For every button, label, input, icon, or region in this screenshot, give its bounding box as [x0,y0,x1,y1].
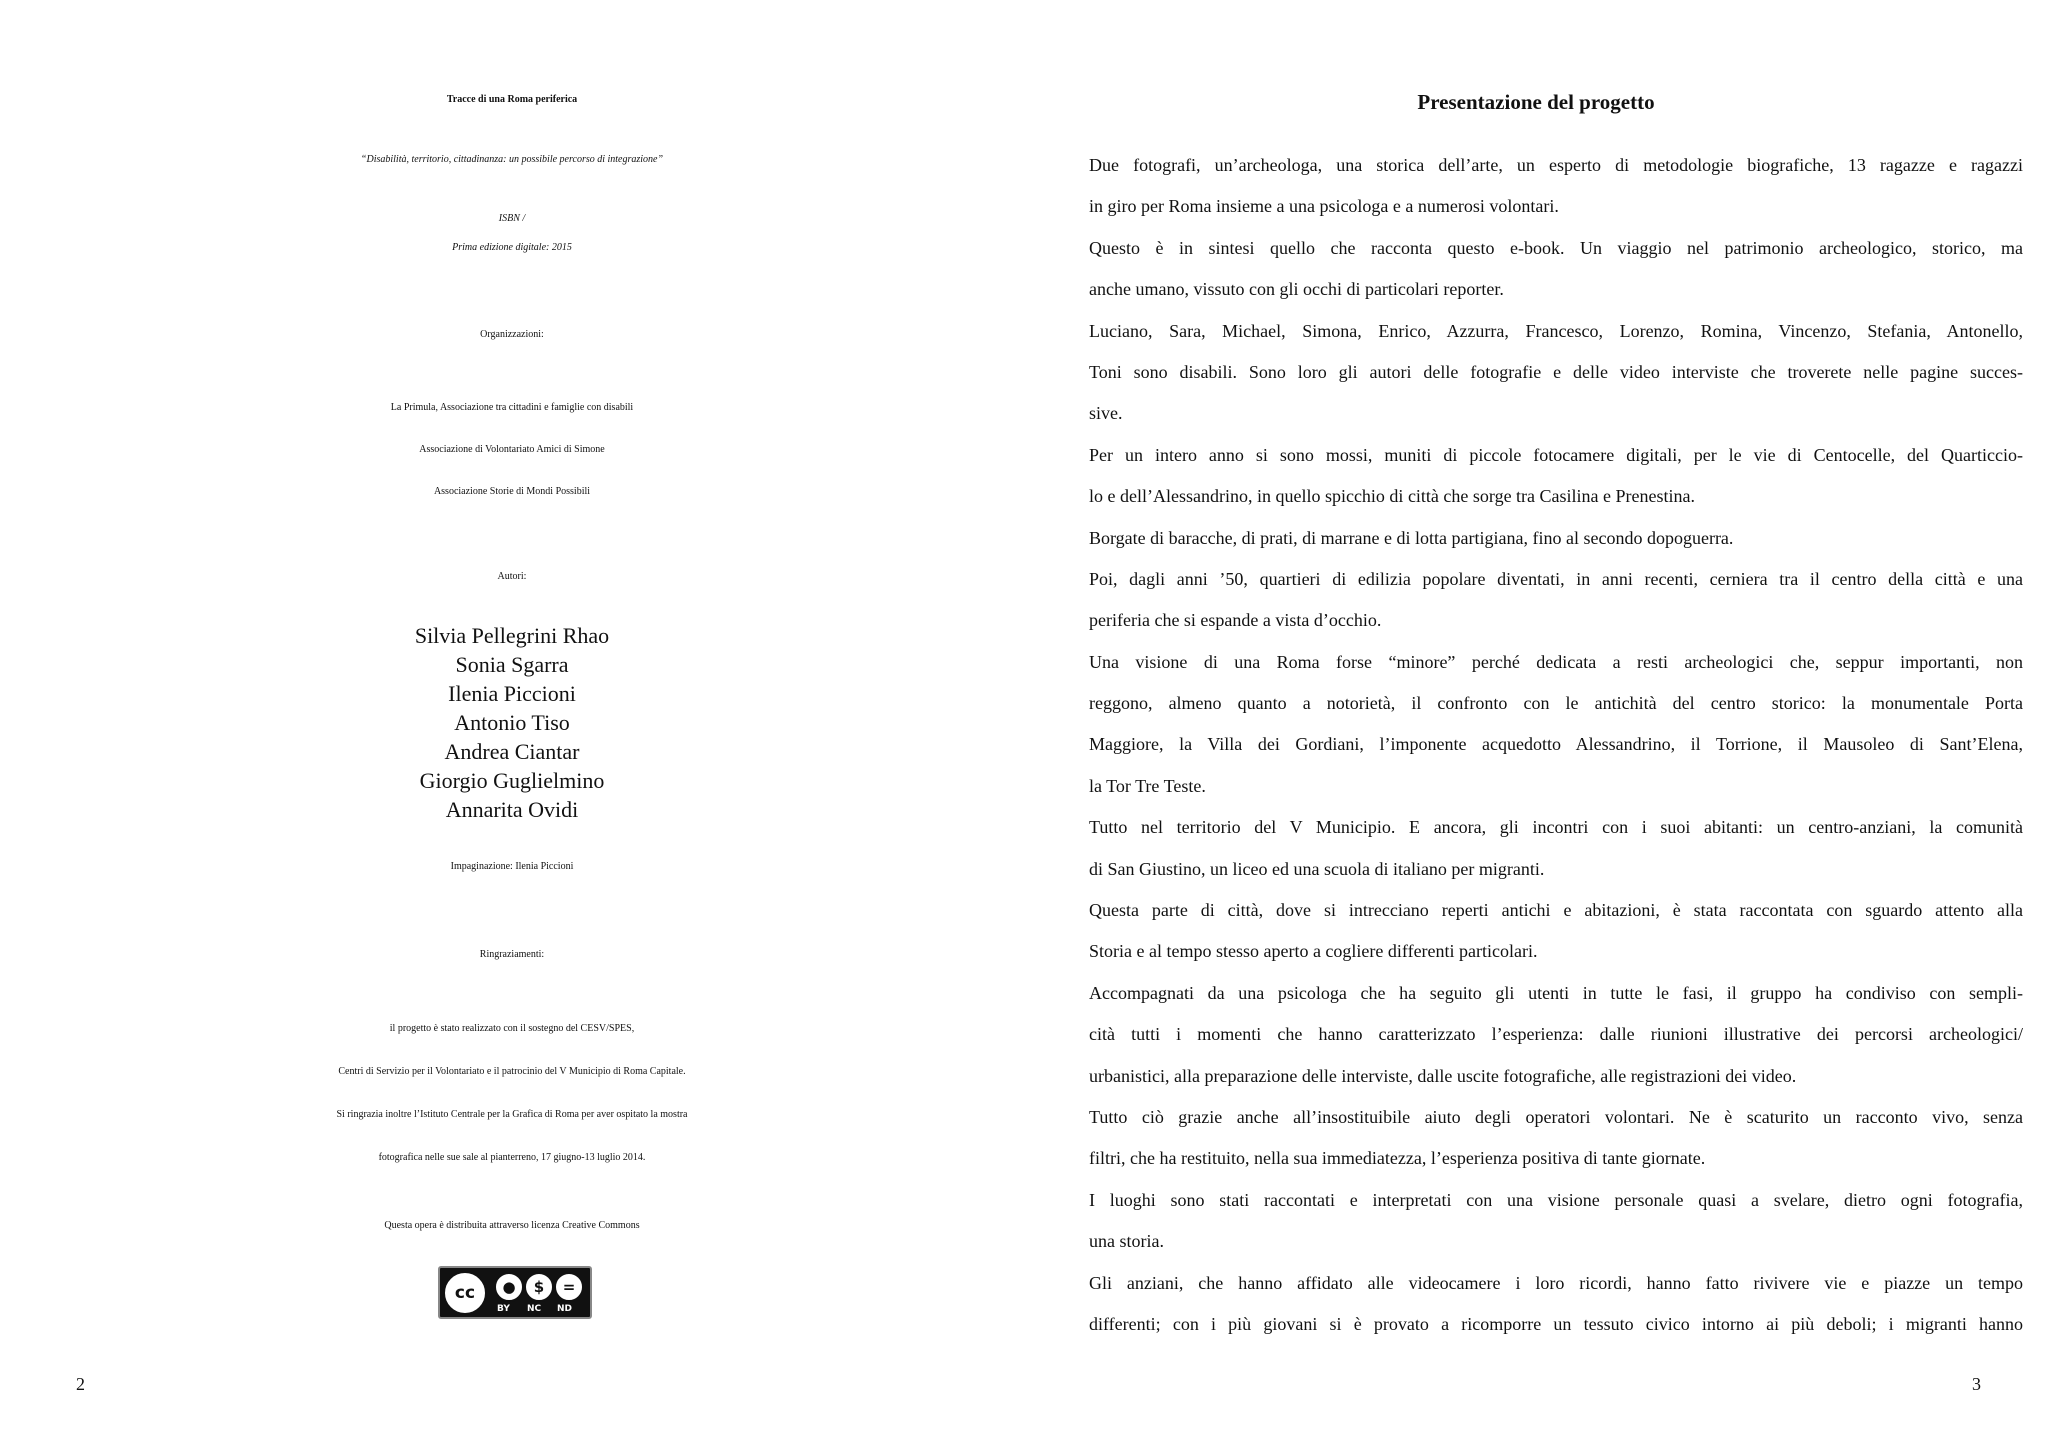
text-line: periferia che si espande a vista d’occhio. [1089,610,1382,631]
text-line: filtri, che ha restituito, nella sua immediatezza, l’esperienza positiva di tante giornate. [1089,1148,1706,1169]
thanks-text [0,1007,1024,1179]
text-line: Accompagnati da una psicologa che ha seguito gli utenti in tutte le fasi, il gruppo ha condiviso con sempli- [1089,982,2023,1003]
cc-icon: cc [443,1271,487,1315]
text-line: Tutto ciò grazie anche all’insostituibile aiuto degli operatori volontari. Ne è scaturito un racconto vivo, senza [1089,1106,2023,1127]
organization-item: La Primula, Associazione tra cittadini e famiglie con disabili [390,402,634,413]
organizations-list [0,387,1024,513]
edition-line: Prima edizione digitale: 2015 [452,242,572,253]
text-line: Maggiore, la Villa dei Gordiani, l’imponente acquedotto Alessandrino, il Torrione, il Mausoleo di Sant’Elena, [1089,734,2023,755]
page-number: 2 [76,1374,85,1394]
thanks-line: il progetto è stato realizzato con il sostegno del CESV/SPES, [389,1023,635,1034]
text-line: I luoghi sono stati raccontati e interpretati con una visione personale quasi a svelare, dietro ogni fotografia, [1089,1189,2023,1210]
person-icon: ● [494,1272,524,1302]
author-item: Antonio Tiso [454,710,570,735]
section-title: Presentazione del progetto [1417,90,1655,114]
text-line: cità tutti i momenti che hanno caratterizzato l’esperienza: dalle riunioni illustrative dei percorsi archeologici/ [1089,1024,2023,1045]
layout-credit: Impaginazione: Ilenia Piccioni [450,861,574,872]
text-line: lo e dell’Alessandrino, in quello spicchio di città che sorge tra Casilina e Prenestina. [1089,486,1696,507]
text-line: Per un intero anno si sono mossi, muniti di piccole fotocamere digitali, per le vie di Centocelle, del Quarticcio- [1089,444,2023,465]
thanks-line: Si ringrazia inoltre l’Istituto Centrale per la Grafica di Roma per aver ospitato la mostra [336,1109,688,1120]
text-line: la Tor Tre Teste. [1089,775,1206,796]
non-commercial-icon: $ [524,1272,554,1302]
book-subtitle: “Disabilità, territorio, cittadinanza: un possibile percorso di integrazione” [360,154,664,165]
text-line: Storia e al tempo stesso aperto a cogliere differenti particolari. [1089,941,1538,962]
text-line: Tutto nel territorio del V Municipio. E ancora, gli incontri con i suoi abitanti: un centro-anziani, la comunità [1089,817,2023,838]
text-line: una storia. [1089,1231,1164,1252]
author-item: Ilenia Piccioni [448,681,576,706]
cc-nd-label: ND [557,1304,573,1314]
author-item: Sonia Sgarra [455,652,569,677]
isbn-block [0,204,1024,262]
thanks-heading: Ringraziamenti: [479,949,545,960]
text-line: Due fotografi, un’archeologa, una storica dell’arte, un esperto di metodologie biografiche, 13 ragazze e ragazzi [1089,155,2023,175]
cc-nc-label: NC [527,1304,542,1314]
text-line: Gli anziani, che hanno affidato alle videocamere i loro ricordi, hanno fatto rivivere vie e piazze un tempo [1089,1272,2023,1293]
thanks-line: Centri di Servizio per il Volontariato e il patrocinio del V Municipio di Roma Capitale. [338,1066,686,1077]
presentation-text [1089,145,2023,1345]
organizations-heading: Organizzazioni: [480,329,544,340]
author-item: Andrea Ciantar [444,739,580,764]
thanks-line: fotografica nelle sue sale al pianterreno, 17 giugno-13 luglio 2014. [378,1152,646,1163]
text-line: Borgate di baracche, di prati, di marrane e di lotta partigiana, fino al secondo dopoguerra. [1089,527,1734,548]
text-line: in giro per Roma insieme a una psicologa e a numerosi volontari. [1089,196,1559,217]
text-line: di San Giustino, un liceo ed una scuola di italiano per migranti. [1089,858,1545,879]
authors-heading: Autori: [497,571,527,582]
text-line: urbanistici, alla preparazione delle interviste, dalle uscite fotografiche, alle registrazioni dei video. [1089,1065,1797,1086]
authors-list [0,621,1024,824]
page-number: 3 [1972,1374,1981,1394]
right-page [1024,0,2048,1448]
no-derivatives-icon: = [554,1272,584,1302]
text-line: Questo è in sintesi quello che racconta questo e-book. Un viaggio nel patrimonio archeologico, storico, ma [1089,237,2023,258]
text-line: sive. [1089,403,1123,424]
organization-item: Associazione Storie di Mondi Possibili [433,486,591,497]
organization-item: Associazione di Volontariato Amici di Simone [419,444,605,455]
author-item: Giorgio Guglielmino [419,768,605,793]
book-title: Tracce di una Roma periferica [446,94,578,105]
author-item: Annarita Ovidi [445,797,579,822]
text-line: Poi, dagli anni ’50, quartieri di edilizia popolare diventati, in anni recenti, cerniera tra il centro della città e una [1089,568,2023,589]
text-line: Luciano, Sara, Michael, Simona, Enrico, Azzurra, Francesco, Lorenzo, Romina, Vincenzo, Stefania, Antonello, [1089,320,2023,341]
text-line: reggono, almeno quanto a notorietà, il confronto con le antichità del centro storico: la monumentale Porta [1089,693,2023,714]
text-line: Toni sono disabili. Sono loro gli autori delle fotografie e delle video interviste che troverete nelle pagine succes- [1089,361,2023,382]
author-item: Silvia Pellegrini Rhao [414,623,610,648]
text-line: Una visione di una Roma forse “minore” perché dedicata a resti archeologici che, seppur importanti, non [1089,651,2023,672]
isbn-line: ISBN / [498,213,526,224]
text-line: Questa parte di città, dove si intrecciano reperti antichi e abitazioni, è stata raccontata con sguardo attento alla [1089,900,2023,921]
text-line: anche umano, vissuto con gli occhi di particolari reporter. [1089,279,1504,300]
creative-commons-badge[interactable] [438,1266,592,1319]
text-line: differenti; con i più giovani si è provato a ricomporre un tessuto civico intorno ai più deboli; i migranti hanno [1089,1313,2023,1334]
cc-by-label: BY [497,1304,510,1314]
license-text: Questa opera è distribuita attraverso licenza Creative Commons [384,1220,640,1231]
